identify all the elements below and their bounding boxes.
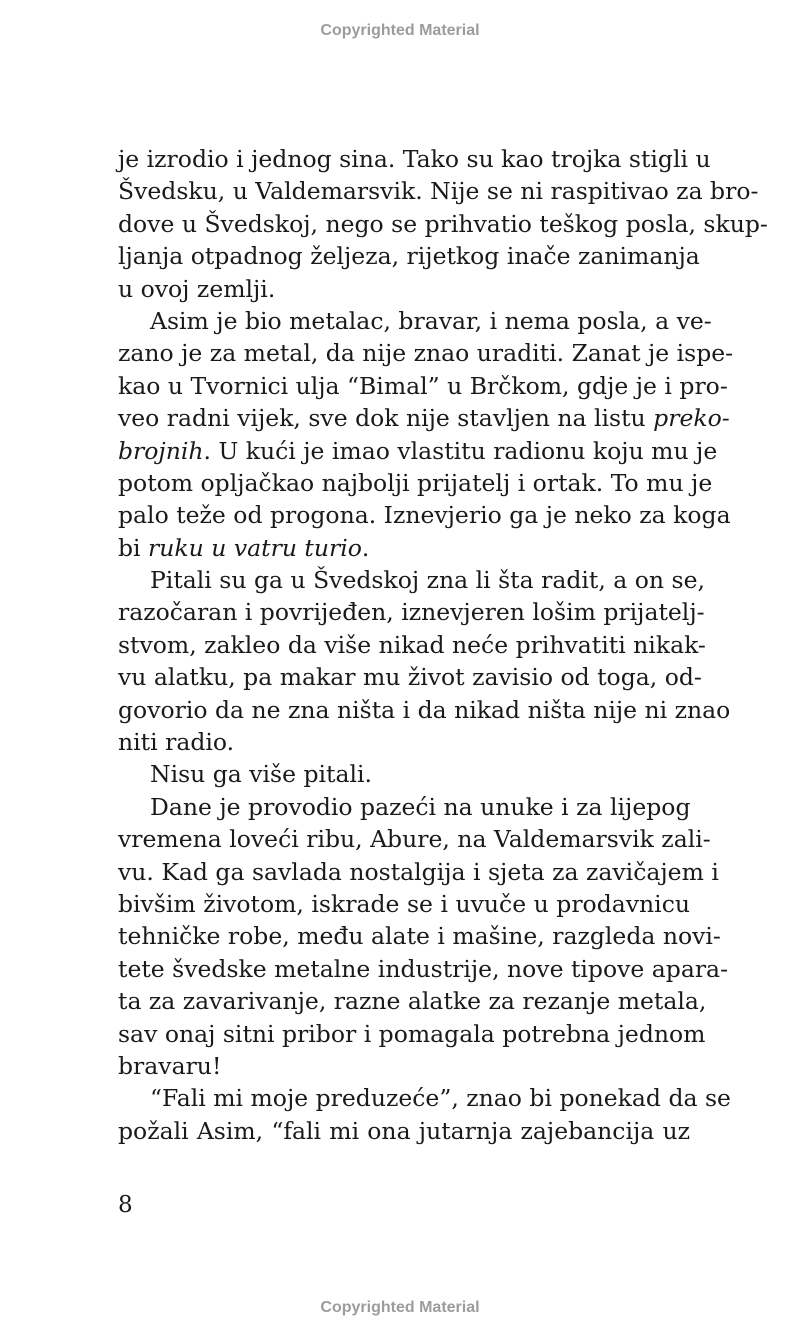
text-line: tete švedske metalne industrije, nove tipove apara- — [118, 954, 729, 983]
text-line: tehničke robe, među alate i mašine, razgleda novi- — [118, 922, 721, 951]
text-line: potom opljačkao najbolji prijatelj i ortak. To mu je — [118, 468, 713, 497]
body-text — [118, 143, 768, 1147]
italic-fragment: preko- — [653, 404, 730, 433]
text-line: Asim je bio metalac, bravar, i nema posla, a ve- — [150, 306, 712, 335]
text-line: palo teže od progona. Iznevjerio ga je neko za koga — [118, 501, 731, 530]
text-line — [118, 435, 718, 467]
text-line: Švedsku, u Valdemarsvik. Nije se ni raspitivao za bro- — [118, 177, 759, 206]
page-number: 8 — [118, 1192, 133, 1218]
text-line: kao u Tvornici ulja “Bimal” u Brčkom, gdje je i pro- — [118, 371, 728, 400]
text-line: razočaran i povrijeđen, iznevjeren lošim prijatelj- — [118, 598, 705, 627]
text-fragment: . — [361, 533, 370, 562]
text-line: ljanja otpadnog željeza, rijetkog inače zanimanja — [118, 242, 700, 271]
italic-fragment: ruku u vatru turio — [148, 533, 362, 562]
text-line: zano je za metal, da nije znao uraditi. Zanat je ispe- — [118, 339, 734, 368]
text-line — [118, 532, 690, 564]
text-line: “Fali mi moje preduzeće”, znao bi ponekad da se — [150, 1084, 731, 1113]
text-line: u ovoj zemlji. — [118, 274, 276, 303]
text-fragment: veo radni vijek, sve dok nije stavljen na listu — [118, 404, 654, 433]
watermark-top: Copyrighted Material — [320, 22, 480, 39]
text-line: bivšim životom, iskrade se i uvuče u prodavnicu — [118, 889, 690, 918]
text-line: vremena loveći ribu, Abure, na Valdemarsvik zali- — [118, 825, 711, 854]
text-line: bravaru! — [118, 1051, 222, 1080]
text-line: je izrodio i jednog sina. Tako su kao trojka stigli u — [118, 145, 711, 173]
text-line: Nisu ga više pitali. — [150, 760, 373, 789]
text-line — [118, 402, 730, 434]
text-line: dove u Švedskoj, nego se prihvatio teškog posla, skup- — [118, 209, 768, 238]
italic-fragment: brojnih — [118, 436, 204, 465]
text-line: Pitali su ga u Švedskoj zna li šta radit, a on se, — [150, 566, 705, 595]
text-line: ta za zavarivanje, razne alatke za rezanje metala, — [118, 987, 707, 1016]
text-line: govorio da ne zna ništa i da nikad ništa nije ni znao — [118, 695, 731, 724]
text-fragment: . U kući je imao vlastitu radionu koju mu je — [203, 436, 718, 465]
text-line: stvom, zakleo da više nikad neće prihvatiti nikak- — [118, 630, 706, 659]
text-fragment: bi — [118, 533, 149, 562]
watermark-bottom: Copyrighted Material — [320, 1299, 480, 1316]
text-line: Dane je provodio pazeći na unuke i za lijepog — [150, 792, 691, 821]
text-line: sav onaj sitni pribor i pomagala potrebna jednom — [118, 1019, 706, 1048]
text-line: niti radio. — [118, 728, 235, 757]
text-line: požali Asim, “fali mi ona jutarnja zajebancija uz — [118, 1116, 690, 1145]
text-line: vu alatku, pa makar mu život zavisio od toga, od- — [118, 663, 702, 692]
text-line: vu. Kad ga savlada nostalgija i sjeta za zavičajem i — [118, 857, 719, 886]
